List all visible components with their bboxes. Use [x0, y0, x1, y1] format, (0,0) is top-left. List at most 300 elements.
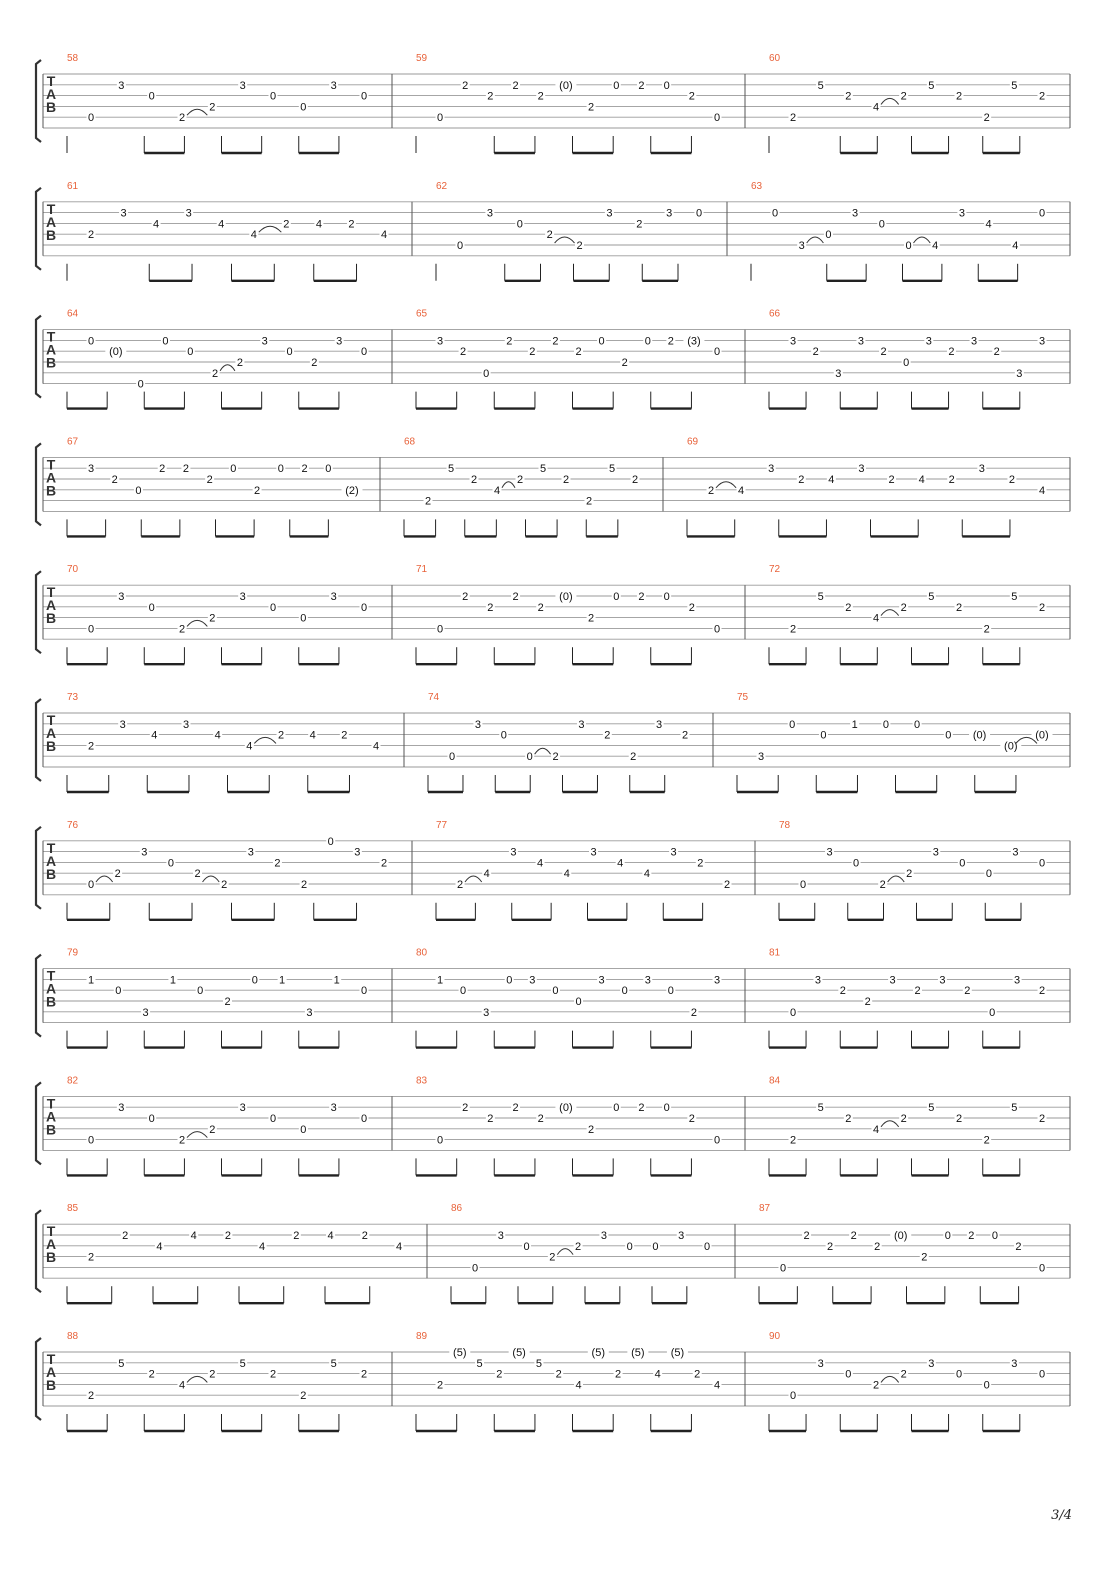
fret-number: 3: [814, 974, 821, 987]
bar-number: 90: [769, 1331, 781, 1342]
fret-number: 2: [874, 1240, 881, 1253]
fret-number: 2: [914, 985, 921, 998]
fret-number: (2): [345, 484, 359, 497]
fret-number: 2: [631, 474, 639, 486]
tab-system: [36, 309, 1070, 409]
fret-number: 3: [678, 1230, 685, 1242]
fret-number: 2: [1038, 90, 1046, 103]
fret-number: 0: [552, 985, 559, 998]
bar-number: 71: [416, 564, 428, 576]
fret-number: 2: [537, 1113, 544, 1125]
fret-number: 2: [688, 601, 695, 614]
fret-number: 0: [663, 1102, 670, 1115]
fret-number: 4: [372, 740, 380, 753]
fret-number: 2: [301, 463, 308, 476]
fret-number: 2: [512, 1102, 519, 1115]
fret-number: 5: [1011, 1102, 1018, 1115]
fret-number: 3: [644, 974, 651, 987]
fret-number: 0: [148, 1113, 155, 1125]
fret-number: 2: [688, 1113, 695, 1125]
fret-number: 0: [903, 357, 910, 369]
bar-number: 78: [779, 819, 791, 831]
fret-number: 4: [190, 1230, 197, 1242]
fret-number: 5: [817, 79, 824, 92]
bar-number: 65: [416, 308, 428, 320]
bar-number: 82: [67, 1075, 79, 1087]
fret-number: 3: [928, 1357, 935, 1370]
fret-number: 0: [148, 601, 155, 614]
tab-clef-letter: B: [45, 865, 57, 882]
fret-number: 5: [330, 1357, 337, 1370]
fret-number: 3: [141, 846, 148, 859]
slur-arc: [881, 1376, 899, 1382]
fret-number: 2: [462, 1102, 469, 1115]
bar-number: 76: [67, 819, 79, 831]
fret-number: 4: [315, 218, 322, 231]
fret-number: 3: [118, 79, 125, 92]
fret-number: 2: [206, 474, 213, 486]
tab-clef-letter: B: [45, 1249, 57, 1266]
fret-number: 2: [87, 229, 95, 242]
fret-number: 0: [613, 79, 620, 92]
page-number: 3/4: [1051, 1508, 1072, 1523]
fret-number: 0: [575, 996, 582, 1008]
fret-number: 3: [857, 335, 864, 348]
bar-number: 77: [436, 819, 448, 831]
tab-clef-letter: A: [45, 213, 57, 230]
fret-number: 3: [578, 718, 585, 731]
fret-number: 2: [224, 996, 231, 1008]
fret-number: 3: [510, 846, 517, 859]
fret-number: 0: [789, 718, 796, 731]
fret-number: 0: [300, 101, 307, 114]
fret-number: 2: [436, 1379, 444, 1392]
fret-number: 0: [471, 1262, 479, 1275]
fret-number: 0: [713, 1134, 721, 1147]
fret-number: 0: [853, 857, 860, 870]
fret-number: 0: [878, 218, 885, 231]
fret-number: 3: [118, 591, 125, 603]
slur-arc: [555, 237, 575, 243]
fret-number: 0: [460, 985, 467, 998]
fret-number: 2: [462, 591, 469, 603]
system-bracket: [36, 1082, 41, 1164]
fret-number: 5: [539, 463, 547, 476]
bar-number: 83: [416, 1075, 428, 1087]
fret-number: 2: [122, 1230, 129, 1242]
fret-number: 2: [968, 1230, 975, 1242]
fret-number: 2: [1038, 601, 1046, 614]
bar-number: 84: [769, 1075, 781, 1087]
fret-number: 0: [613, 591, 620, 603]
fret-number: 2: [274, 857, 281, 870]
tab-clef-letter: T: [46, 456, 56, 473]
fret-number: 0: [187, 346, 194, 359]
bar-number: 80: [416, 947, 428, 959]
fret-number: 3: [354, 846, 361, 859]
fret-number: 3: [768, 463, 775, 476]
fret-number: (0): [559, 1102, 573, 1115]
system-bracket: [36, 699, 41, 781]
fret-number: 0: [713, 623, 721, 636]
fret-number: 0: [663, 79, 670, 92]
slur-arc: [220, 365, 235, 371]
fret-number: 2: [212, 367, 219, 380]
tab-clef-letter: T: [46, 839, 56, 856]
slur-arc: [502, 482, 515, 488]
tab-system: [36, 1331, 1070, 1431]
fret-number: 3: [119, 718, 126, 731]
fret-number: 3: [247, 846, 254, 859]
fret-number: 2: [537, 90, 544, 103]
bar-number: 87: [759, 1203, 771, 1215]
fret-number: 0: [955, 1368, 963, 1381]
fret-number: 4: [918, 474, 925, 486]
fret-number: 0: [436, 1134, 444, 1147]
slur-arc: [881, 1121, 899, 1127]
fret-number: 3: [713, 974, 721, 987]
fret-number: 2: [604, 729, 611, 742]
fret-number: 2: [827, 1240, 834, 1253]
fret-number: 2: [921, 1251, 928, 1264]
fret-number: 2: [964, 985, 971, 998]
tab-clef-letter: B: [45, 1121, 57, 1138]
fret-number: 2: [621, 357, 628, 369]
slur-arc: [187, 1376, 207, 1382]
fret-number: 0: [251, 974, 258, 987]
fret-number: 0: [695, 207, 703, 220]
fret-number: 2: [707, 484, 715, 497]
fret-number: 2: [906, 868, 913, 881]
tab-system: [36, 181, 1070, 281]
fret-number: 2: [159, 463, 166, 476]
fret-number: 2: [209, 1368, 216, 1381]
tab-clef-letter: A: [45, 341, 57, 358]
fret-number: 0: [626, 1240, 633, 1253]
fret-number: 3: [483, 1006, 490, 1019]
fret-number: 2: [588, 1123, 595, 1136]
tab-clef-letter: B: [45, 99, 57, 115]
fret-number: 2: [888, 474, 895, 486]
fret-number: 2: [955, 1113, 963, 1125]
system-bracket: [36, 60, 41, 142]
fret-number: 0: [703, 1240, 711, 1253]
fret-number: 2: [470, 474, 478, 486]
fret-number: 2: [688, 90, 695, 103]
fret-number: 3: [889, 974, 896, 987]
tab-clef-letter: B: [45, 993, 57, 1010]
fret-number: 0: [327, 835, 334, 848]
fret-number: 4: [1012, 240, 1019, 252]
fret-number: 0: [663, 591, 670, 603]
fret-number: 4: [214, 729, 221, 742]
fret-number: 0: [269, 1113, 277, 1125]
fret-number: 4: [654, 1368, 661, 1381]
fret-number: 2: [638, 1102, 645, 1115]
fret-number: 2: [178, 623, 186, 636]
fret-number: 2: [361, 1230, 368, 1242]
fret-number: 3: [835, 367, 842, 380]
fret-number: 2: [178, 112, 186, 125]
fret-number: 0: [1038, 1368, 1046, 1381]
fret-number: 0: [944, 1230, 951, 1242]
fret-number: 5: [535, 1357, 542, 1370]
fret-number: 2: [1038, 1113, 1046, 1125]
fret-number: 3: [330, 79, 337, 92]
tab-clef-letter: T: [46, 1223, 56, 1240]
bar-number: 75: [737, 692, 749, 703]
fret-number: 3: [529, 974, 536, 987]
fret-number: 1: [436, 974, 444, 987]
fret-number: 4: [250, 229, 257, 242]
fret-number: 0: [713, 346, 721, 359]
fret-number: 2: [789, 1134, 797, 1147]
fret-number: 2: [789, 112, 797, 125]
fret-number: 4: [575, 1379, 582, 1392]
fret-number: (5): [512, 1347, 526, 1359]
fret-number: 0: [771, 207, 779, 220]
fret-number: 2: [798, 474, 805, 486]
fret-number: 2: [512, 79, 519, 92]
fret-number: 2: [983, 1134, 990, 1147]
tab-system: [36, 948, 1070, 1048]
fret-number: 2: [588, 101, 595, 114]
fret-number: 3: [497, 1230, 504, 1242]
fret-number: 3: [330, 591, 337, 603]
bar-number: 64: [67, 308, 79, 320]
fret-number: 0: [360, 90, 368, 103]
fret-number: 3: [600, 1230, 607, 1242]
fret-number: 2: [948, 474, 955, 486]
tab-system: [36, 564, 1070, 664]
fret-number: 2: [575, 1240, 582, 1253]
fret-number: 0: [644, 335, 651, 348]
fret-number: 0: [87, 335, 95, 348]
fret-number: 0: [162, 335, 169, 348]
fret-number: 0: [500, 729, 507, 742]
fret-number: 2: [456, 879, 464, 891]
fret-number: (5): [591, 1347, 606, 1359]
bar-number: 81: [769, 947, 781, 959]
fret-number: 2: [872, 1379, 880, 1392]
fret-number: 2: [900, 90, 907, 103]
bar-number: 85: [67, 1203, 79, 1215]
fret-number: 3: [239, 79, 246, 92]
fret-number: 3: [826, 846, 833, 859]
fret-number: 0: [148, 90, 155, 103]
slur-arc: [881, 610, 899, 616]
fret-number: 3: [87, 463, 95, 476]
fret-number: 0: [456, 240, 464, 252]
fret-number: 4: [327, 1230, 334, 1242]
fret-number: 2: [864, 996, 871, 1008]
fret-number: 0: [845, 1368, 852, 1381]
tab-clef-letter: A: [45, 86, 57, 102]
fret-number: 2: [348, 218, 355, 231]
fret-number: 3: [239, 591, 246, 603]
fret-number: 0: [87, 112, 95, 125]
fret-number: 3: [474, 718, 481, 731]
fret-number: 5: [239, 1357, 246, 1370]
fret-number: 3: [306, 1006, 313, 1019]
system-bracket: [36, 955, 41, 1037]
fret-number: 4: [713, 1379, 721, 1392]
tab-clef-letter: T: [46, 328, 56, 345]
fret-number: 2: [114, 868, 121, 881]
fret-number: 4: [985, 218, 992, 231]
bar-number: 62: [436, 180, 448, 192]
fret-number: 0: [87, 623, 95, 636]
fret-number: 0: [914, 718, 921, 731]
slur-arc: [259, 226, 282, 232]
fret-number: 2: [562, 474, 570, 486]
fret-number: 3: [436, 335, 444, 348]
bar-number: 61: [67, 180, 79, 192]
fret-number: 3: [1014, 974, 1021, 987]
fret-number: 2: [380, 857, 388, 870]
fret-number: 3: [978, 463, 985, 476]
fret-number: 2: [789, 623, 797, 636]
bar-number: 86: [451, 1203, 463, 1215]
slur-arc: [96, 876, 113, 882]
fret-number: 4: [643, 868, 650, 881]
fret-number: 0: [325, 463, 332, 476]
fret-number: 2: [301, 879, 308, 891]
tab-clef-letter: B: [45, 482, 57, 499]
fret-number: 0: [516, 218, 523, 231]
fret-number: 3: [182, 718, 190, 731]
fret-number: 3: [486, 207, 493, 220]
slur-arc: [716, 482, 736, 488]
fret-number: 4: [380, 229, 388, 242]
fret-number: 1: [279, 974, 286, 987]
tab-clef-letter: T: [46, 584, 56, 601]
fret-number: 3: [656, 718, 663, 731]
fret-number: 0: [87, 1134, 95, 1147]
fret-number: 2: [880, 346, 887, 359]
fret-number: 2: [293, 1230, 300, 1242]
fret-number: 3: [817, 1357, 824, 1370]
fret-number: (5): [670, 1347, 685, 1359]
fret-number: 3: [666, 207, 673, 220]
fret-number: (0): [894, 1230, 908, 1242]
bar-number: 73: [67, 692, 79, 703]
fret-number: 3: [1012, 846, 1019, 859]
fret-number: 2: [638, 79, 645, 92]
fret-number: 4: [617, 857, 624, 870]
fret-number: 2: [194, 868, 201, 881]
fret-number: 2: [516, 474, 524, 486]
bar-number: 74: [428, 692, 440, 703]
fret-number: 2: [462, 79, 469, 92]
bar-number: 69: [687, 436, 699, 448]
fret-number: 0: [300, 612, 307, 625]
fret-number: 4: [738, 484, 745, 497]
fret-number: 3: [1038, 335, 1046, 348]
fret-number: 2: [588, 612, 595, 625]
fret-number: 0: [598, 335, 605, 348]
tab-clef-letter: T: [46, 712, 56, 728]
fret-number: 0: [115, 985, 122, 998]
fret-number: 2: [638, 591, 645, 603]
tab-clef-letter: B: [45, 1377, 57, 1393]
fret-number: 3: [939, 974, 946, 987]
fret-number: 2: [487, 601, 494, 614]
fret-number: 2: [900, 601, 907, 614]
fret-number: 0: [230, 463, 237, 476]
fret-number: 2: [900, 1368, 907, 1381]
fret-number: 2: [575, 346, 582, 359]
tab-system: [36, 1203, 1070, 1303]
fret-number: 2: [496, 1368, 503, 1381]
fret-number: 5: [928, 1102, 935, 1115]
fret-number: 2: [506, 335, 513, 348]
fret-number: 2: [269, 1368, 277, 1381]
fret-number: 4: [563, 868, 570, 881]
fret-number: 3: [1011, 1357, 1018, 1370]
fret-number: 3: [798, 240, 805, 252]
fret-number: (5): [631, 1347, 645, 1359]
fret-number: 5: [1011, 591, 1018, 603]
fret-number: 0: [621, 985, 628, 998]
fret-number: 0: [789, 1390, 797, 1403]
slur-arc: [254, 737, 276, 743]
fret-number: 0: [360, 1113, 368, 1125]
fret-number: 0: [905, 240, 912, 252]
slur-arc: [557, 1249, 573, 1255]
system-bracket: [36, 1210, 41, 1292]
fret-number: 5: [817, 1102, 824, 1115]
fret-number: 0: [137, 378, 144, 391]
fret-number: 4: [872, 612, 880, 625]
fret-number: 2: [993, 346, 1000, 359]
fret-number: 2: [636, 218, 643, 231]
fret-number: 2: [209, 101, 216, 114]
slur-arc: [203, 876, 220, 882]
fret-number: 3: [971, 335, 978, 348]
fret-number: 2: [585, 495, 593, 508]
fret-number: 4: [218, 218, 225, 231]
fret-number: 0: [523, 1240, 530, 1253]
fret-number: 2: [983, 112, 990, 125]
fret-number: 2: [546, 229, 553, 242]
fret-number: 0: [985, 868, 992, 881]
fret-number: 0: [667, 985, 674, 998]
fret-number: 2: [487, 1113, 494, 1125]
fret-number: 2: [537, 601, 544, 614]
tab-clef-letter: T: [46, 1095, 56, 1112]
fret-number: 5: [928, 79, 935, 92]
fret-number: 0: [983, 1379, 990, 1392]
tab-clef-letter: A: [45, 852, 57, 869]
fret-number: 2: [723, 879, 731, 891]
fret-number: 0: [448, 751, 456, 764]
fret-number: 0: [87, 879, 95, 891]
fret-number: 3: [958, 207, 965, 220]
fret-number: 2: [803, 1230, 810, 1242]
bar-number: 63: [751, 180, 763, 192]
fret-number: 3: [142, 1006, 149, 1019]
system-bracket: [36, 316, 41, 398]
fret-number: 4: [156, 1240, 163, 1253]
fret-number: 0: [135, 484, 142, 497]
fret-number: 3: [330, 1102, 337, 1115]
fret-number: 0: [779, 1262, 787, 1275]
slur-arc: [807, 237, 824, 243]
fret-number: 2: [254, 484, 261, 497]
fret-number: 5: [1011, 79, 1018, 92]
fret-number: 4: [1038, 484, 1046, 497]
